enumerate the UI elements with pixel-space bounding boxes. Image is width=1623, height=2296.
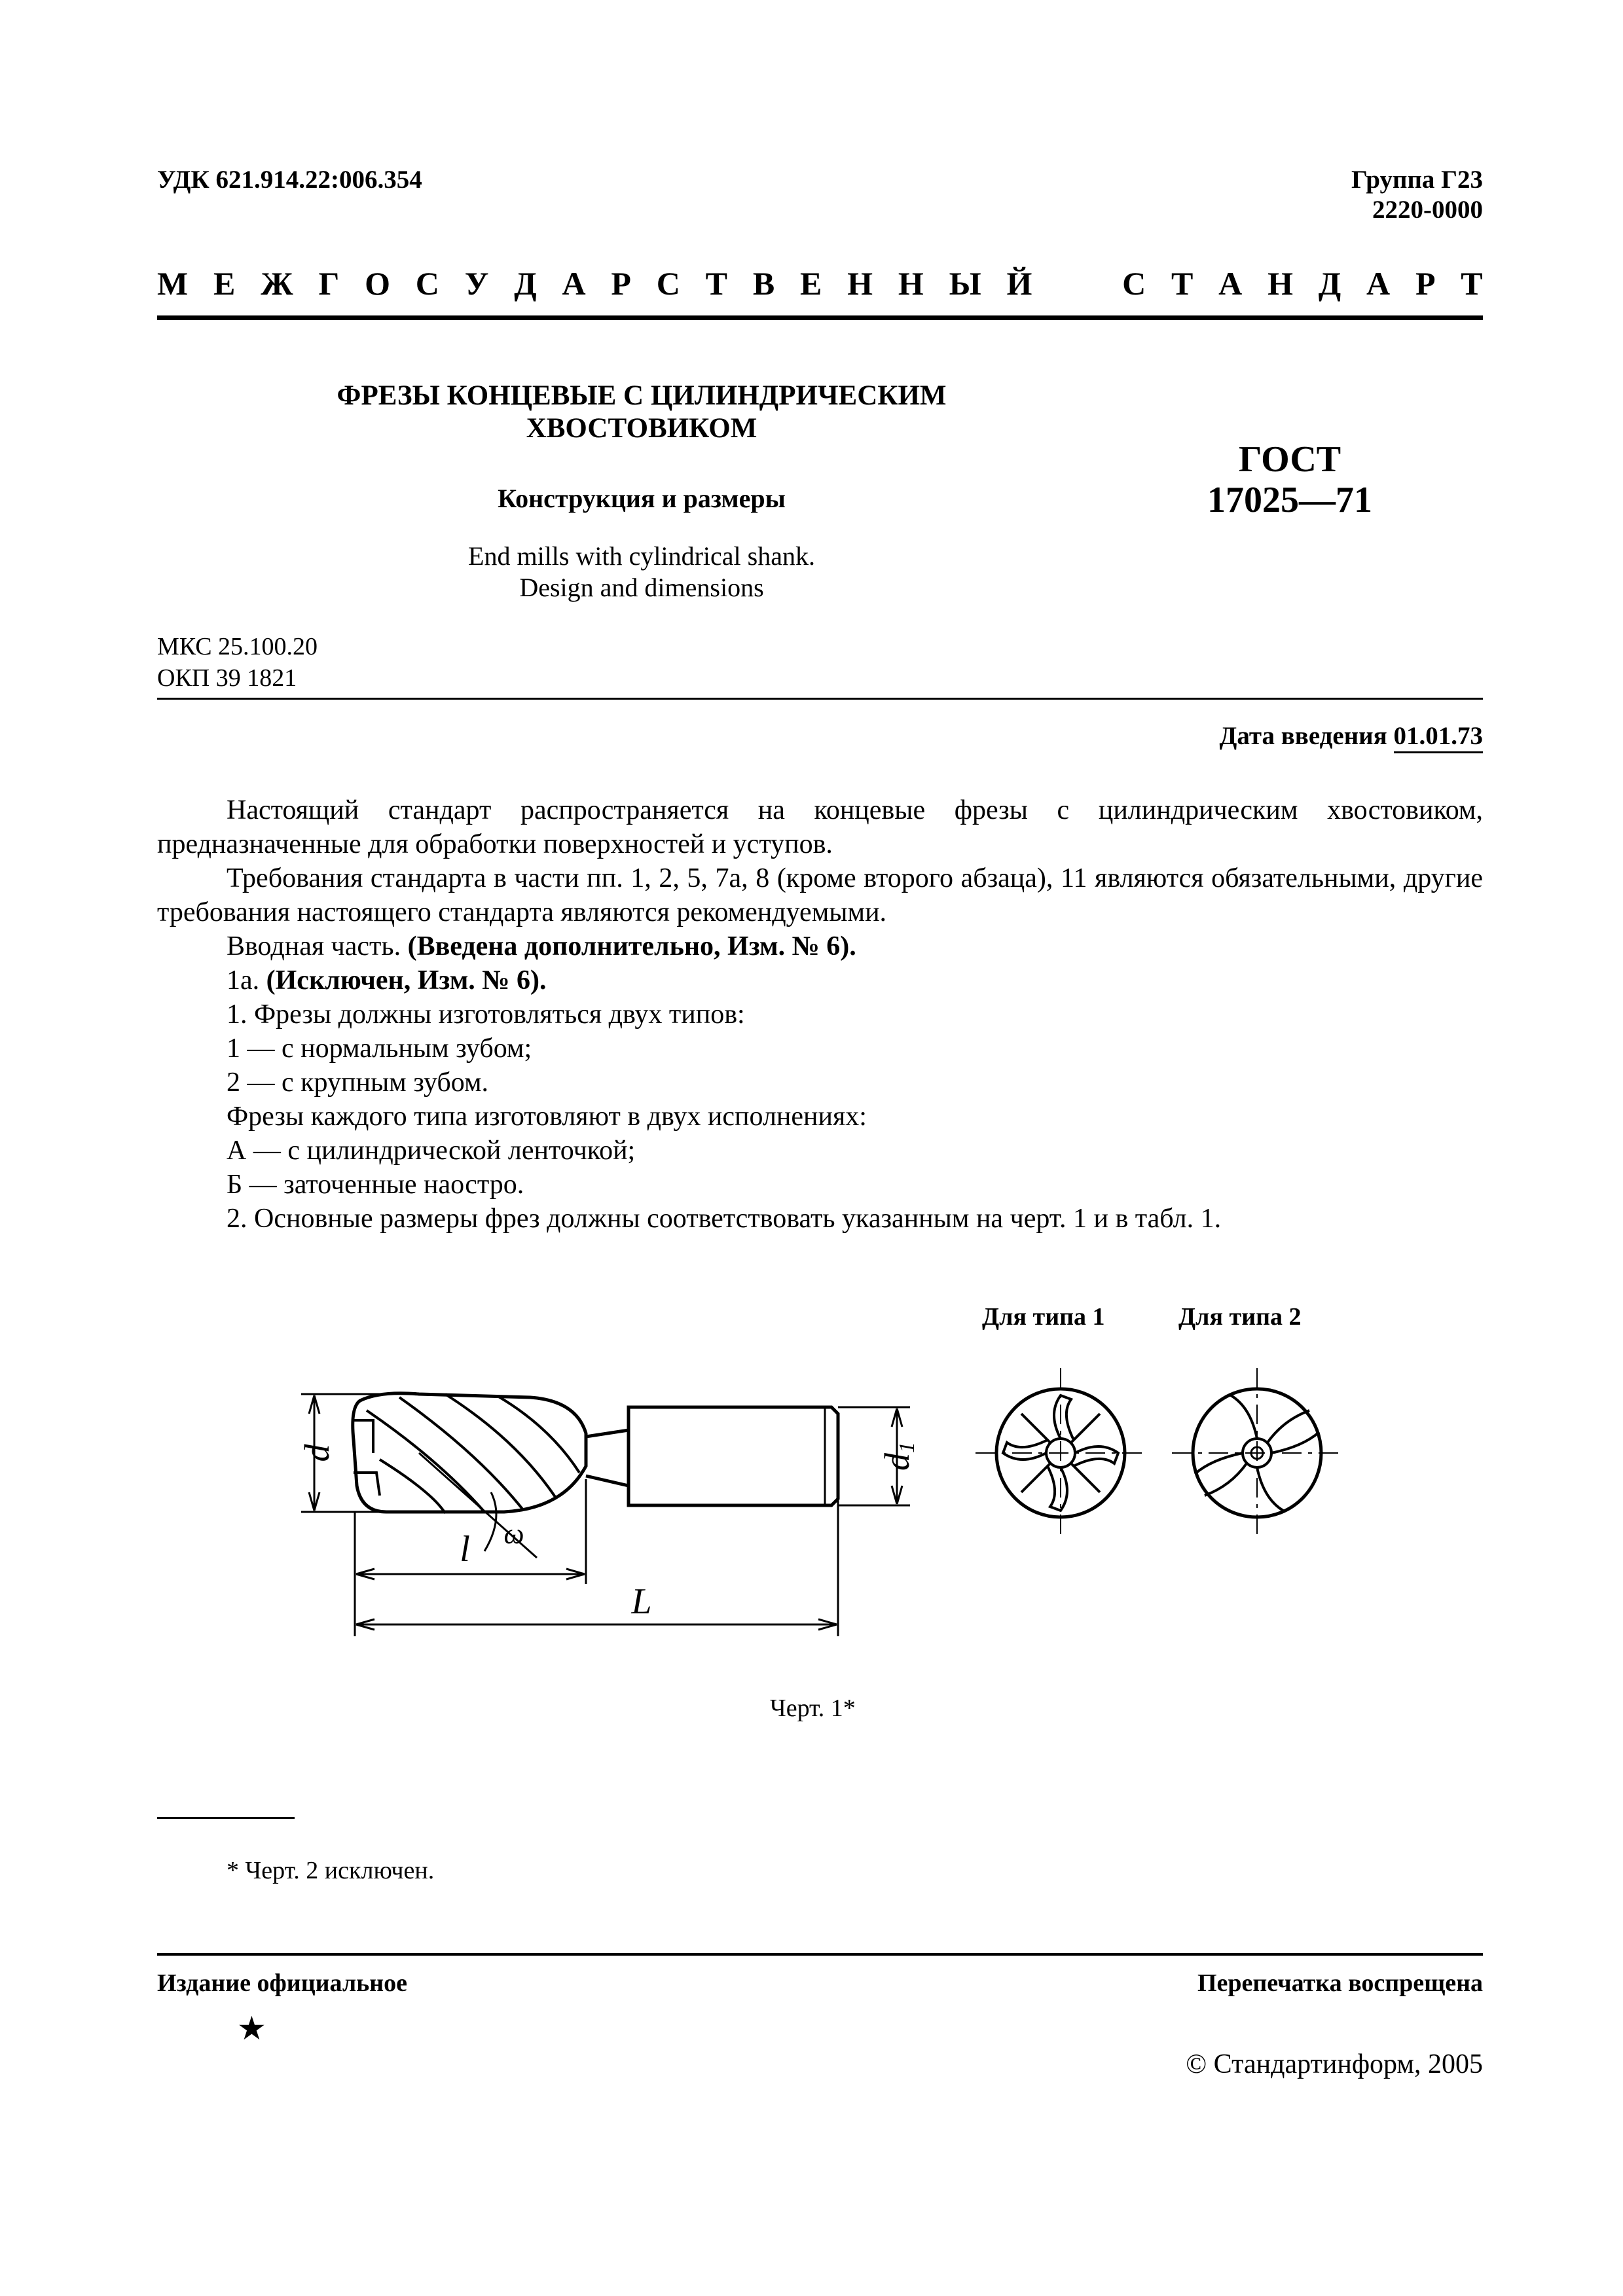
banner-word-gap xyxy=(1057,264,1097,304)
subtitle: Конструкция и размеры xyxy=(498,484,786,513)
end-mill-drawing xyxy=(288,1361,1349,1649)
banner-letter: Т xyxy=(1171,265,1194,302)
paragraph-requirements: Требования стандарта в части пп. 1, 2, 5, 7а, 8 (кроме второго абзаца), 11 являются обязательными, другие требования настоящего стандарта являются рекомендуемыми. xyxy=(157,863,1483,927)
banner-letter: С xyxy=(656,265,680,302)
banner-letter: С xyxy=(1122,265,1146,302)
dim-label-L: L xyxy=(631,1581,652,1622)
clause-1: 1. Фрезы должны изготовляться двух типов: xyxy=(227,999,745,1030)
flute-line-2 xyxy=(399,1397,524,1511)
mks-code: МКС 25.100.20 xyxy=(157,633,318,660)
clause-1-type-2: 2 — с крупным зубом. xyxy=(227,1067,489,1098)
clause-1-type-1: 1 — с нормальным зубом; xyxy=(227,1033,532,1064)
type-2-cross-section xyxy=(1172,1368,1342,1538)
dim-label-d: d xyxy=(297,1444,337,1462)
banner-letter: Ы xyxy=(949,265,981,302)
clause-1-versions: Фрезы каждого типа изготовляют в двух исполнениях: xyxy=(227,1102,867,1132)
banner-letter: О xyxy=(365,265,390,302)
clause-1a-number: 1а. xyxy=(227,965,266,996)
intro-part-amendment: (Введена дополнительно, Изм. № 6). xyxy=(407,931,856,961)
banner-letter: Н xyxy=(1267,265,1293,302)
group-code: Группа Г23 xyxy=(1351,166,1483,194)
banner-letter: Р xyxy=(611,265,631,302)
footer-rule xyxy=(157,1953,1483,1956)
title-line-1: ФРЕЗЫ КОНЦЕВЫЕ С ЦИЛИНДРИЧЕСКИМ xyxy=(337,380,947,411)
end-face-tooth-1 xyxy=(354,1420,373,1453)
paragraph-intro-part xyxy=(227,929,856,963)
banner-letter: С xyxy=(415,265,439,302)
paragraph-1a xyxy=(227,963,547,997)
introduction-date xyxy=(1220,721,1483,751)
dim-label-d1 xyxy=(877,1442,919,1471)
helix-angle-arc xyxy=(484,1492,496,1551)
banner-letter: Д xyxy=(1318,265,1341,302)
banner-letter: У xyxy=(464,265,489,302)
introduction-date-value: 01.01.73 xyxy=(1394,722,1484,753)
type-1-cross-section xyxy=(976,1368,1146,1538)
type-1-label: Для типа 1 xyxy=(982,1303,1105,1331)
intro-part-text: Вводная часть. xyxy=(227,931,408,961)
banner-letter: Т xyxy=(705,265,728,302)
classifier-rule xyxy=(157,698,1483,700)
banner-letter: Д xyxy=(514,265,537,302)
clause-1-version-a: А — с цилиндрической ленточкой; xyxy=(227,1136,636,1166)
banner-letter: Е xyxy=(800,265,822,302)
udk-code: УДК 621.914.22:006.354 xyxy=(157,166,422,194)
interstate-standard-banner xyxy=(157,264,1483,304)
shank-outline xyxy=(629,1407,838,1505)
okp-code: ОКП 39 1821 xyxy=(157,664,297,692)
star-icon: ★ xyxy=(237,2010,266,2047)
type-2-label: Для типа 2 xyxy=(1178,1303,1302,1331)
banner-letter: М xyxy=(157,265,189,302)
dim-label-l: l xyxy=(460,1529,470,1570)
english-title-line-2: Design and dimensions xyxy=(519,573,764,602)
banner-rule xyxy=(157,315,1483,320)
banner-letter: Т xyxy=(1461,265,1483,302)
banner-letter: Н xyxy=(898,265,924,302)
clause-2: 2. Основные размеры фрез должны соответствовать указанным на черт. 1 и в табл. 1. xyxy=(227,1204,1222,1234)
neck-outline xyxy=(586,1430,629,1486)
clause-1a-amendment: (Исключен, Изм. № 6). xyxy=(266,965,547,996)
banner-letter: А xyxy=(562,265,586,302)
banner-letter: Н xyxy=(847,265,873,302)
classification-code: 2220-0000 xyxy=(1372,196,1483,224)
banner-letter: А xyxy=(1366,265,1391,302)
footnote-rule xyxy=(157,1817,295,1819)
dim-label-d1-base: d xyxy=(877,1453,917,1471)
banner-letter: Е xyxy=(213,265,236,302)
english-title-line-1: End mills with cylindrical shank. xyxy=(468,541,815,571)
dim-label-d1-sub: 1 xyxy=(895,1442,919,1453)
banner-letter: Г xyxy=(318,265,340,302)
official-edition: Издание официальное xyxy=(157,1969,408,1997)
copyright: © Стандартинформ, 2005 xyxy=(1186,2049,1483,2079)
gost-label: ГОСТ xyxy=(1238,439,1341,480)
banner-letter: В xyxy=(752,265,775,302)
reprint-prohibited: Перепечатка воспрещена xyxy=(1197,1969,1483,1997)
banner-letter: Р xyxy=(1415,265,1436,302)
clause-1-version-b: Б — заточенные наостро. xyxy=(227,1170,524,1200)
drawing-caption: Черт. 1* xyxy=(770,1695,856,1722)
banner-letter: Й xyxy=(1006,265,1032,302)
banner-letter: А xyxy=(1218,265,1243,302)
dim-label-omega: ω xyxy=(503,1518,524,1550)
banner-letter: Ж xyxy=(261,265,293,302)
introduction-date-label: Дата введения xyxy=(1219,722,1387,750)
gost-number: 17025—71 xyxy=(1207,480,1372,520)
footnote: * Черт. 2 исключен. xyxy=(227,1857,435,1884)
title-line-2: ХВОСТОВИКОМ xyxy=(526,413,757,444)
paragraph-scope: Настоящий стандарт распространяется на концевые фрезы с цилиндрическим хвостовиком, предназначенные для обработки поверхностей и уступов. xyxy=(157,795,1483,859)
